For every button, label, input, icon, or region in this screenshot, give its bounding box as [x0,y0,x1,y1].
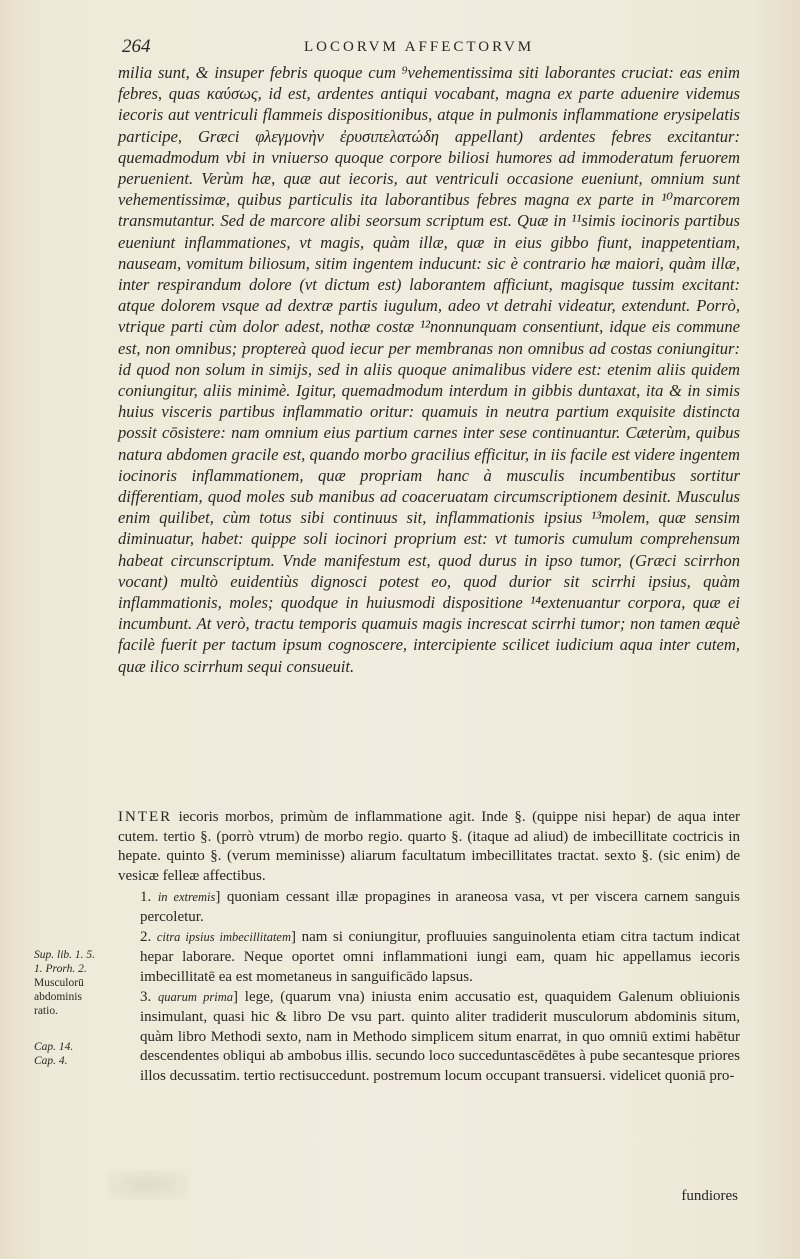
catchword: fundiores [681,1188,738,1204]
margin-topic: abdominis [34,991,82,1003]
note-1 [118,888,740,927]
margin-chapter: Cap. 4. [34,1055,68,1067]
commentary-intro [118,808,740,887]
margin-chapter: Cap. 14. [34,1041,74,1053]
note-lemma: in extremis [157,889,216,904]
note-lemma: citra ipsius imbecillitatem [156,930,292,945]
main-paragraph: milia sunt, & insuper febris quoque cum ⁹vehementissima siti laborantes cruciat: eas enim febres, quas καύσως, id est, ardentes antiqui vocabant, magna ex parte aduenire videmus iecoris aut ventriculi flammeis dispositionibus, atque in pulmonis inflammatione erysipelatis participe, Græci φλεγμονὴν ἐρυσιπελατώδη appellant) ardentes febres excitantur: quemadmodum vbi in vniuerso quoque corpore biliosi humores ad immoderatum feruorem peruenient. Verùm hæ, quæ aut iecoris, aut ventriculi occasione eueniunt, omnium sunt vehementissimæ, quibus particulis ita laborantibus febres magna ex parte in ¹⁰marcorem transmutantur. Sed de marcore alibi seorsum scriptum est. Quæ in ¹¹simis iocinoris partibus eueniunt inflammationes, vt magis, quàm illæ, quæ in eius gibbo fiunt, inappetentiam, nauseam, vomitum biliosum, sitim ingentem inducunt: sic è contrario hæ maiori, quàm illæ, inter respirandum dolore (vt dictum est) laborantem afficiunt, magisque tussim excitant: atque dolorem vsque ad dextræ partis iugulum, adeo vt detrahi videatur, extendunt. Porrò, vtrique parti cùm dolor adest, nothæ costæ ¹²nonnunquam consentiunt, idque eis commune est, non omnibus; proptereà quod iecur per membranas non omnibus ad costas coniungitur: id quod non solum in simijs, sed in aliis quoque animalibus videre est: etenim aliis quidem coniungitur, aliis minimè. Igitur, quemadmodum interdum in gibbis duntaxat, ita & in simis huius visceris partibus inflammatio oritur: quamuis in neutra partium exquisite distincta possit cōsistere: nam omnium eius partium carnes inter sese continuantur. Cæterùm, quibus natura abdomen gracile est, quando morbo gracilius efficitur, in iis facile est videre ingentem iocinoris inflammationem, quæ propriam hanc à musculis incumbentibus sortitur differentiam, quod moles sub manibus ad coaceruatam circumscriptionem desinit. Musculus enim quilibet, cùm totus sibi continuus sit, inflammationis ipsius ¹³molem, quæ sensim diminuatur, habet: quippe soli iocinori proprium est: vt tumoris cumulum comprehensum habeat circunscriptum. Vnde manifestum est, quod durus in ipso tumor, (Græci scirrhon vocant) multò euidentiùs dignosci potest eo, quod durior sit scirrhi ipsius, quàm inflammationis, moles; quodque in huiusmodi dispositione ¹⁴extenuantur corpora, quæ ei incumbunt. At verò, tractu temporis quamuis magis increscat scirrhi tumor; non tamen æquè facilè fuerit per tactum ipsum cognoscere, intercipiente scilicet iudicium aqua inter cutem, quæ ilico scirrhum sequi consueuit. [118,63,740,676]
intro-text: iecoris morbos, primùm de inflammatione agit. Inde §. (quippe nisi hepar) de aqua inter cutem. tertio §. (porrò vtrum) de morbo regio. quarto §. (itaque ad aliud) de imbecillitate coctricis in hepate. quinto §. (verum meminisse) aliarum facultatum imbecillitates tractat. sexto §. (sic enim) de vesicæ felleæ affectibus. [118,809,740,885]
margin-note-references [34,948,114,1018]
margin-note-chapters [34,1040,114,1068]
running-title: LOCORVM AFFECTORVM [304,39,535,55]
commentary-block [118,808,740,1088]
note-3 [118,988,740,1087]
main-text-block [118,62,740,677]
margin-ref: 1. Prorh. 2. [34,963,87,975]
paper-stain [108,1170,188,1200]
page-header [122,36,742,60]
note-2 [118,928,740,987]
margin-topic: Musculorū [34,977,84,989]
note-text: ] lege, (quarum vna) iniusta enim accusatio est, quaquidem Galenum obliuionis insimulant, quasi hic & libro De vsu part. quinto aliter tradiderit musculorum abdominis situm, quàm libro Methodi sexto, nam in Methodo simplicem situm enarrat, in quo omniū extimi habētur descendentes obliqui ab ambobus illis. secundo loco succeduntascēdētes à pube secantesque priores illos decussatim. tertio rectisuccedunt. postremum locum occupant transuersi. videlicet quoniā pro- [140,989,740,1085]
margin-topic: ratio. [34,1005,58,1017]
note-number: 3. [140,989,152,1006]
page-number: 264 [122,36,151,57]
note-text: ] nam si coniungitur, profluuies sanguinolenta etiam citra tactum indicat hepar laborare. Neque oportet omni inflammationi iungi eam, quam hic appellamus iecoris imbecillitatē ea est mometaneus in sanguificādo lapsus. [140,929,740,985]
note-number: 1. [140,888,152,905]
note-number: 2. [140,929,152,946]
note-text: ] quoniam cessant illæ propagines in araneosa vasa, vt per viscera carnem sanguis percoletur. [140,888,741,925]
margin-ref: Sup. lib. 1. 5. [34,949,96,961]
note-lemma: quarum prima [158,990,233,1005]
intro-word: INTER [118,809,173,825]
